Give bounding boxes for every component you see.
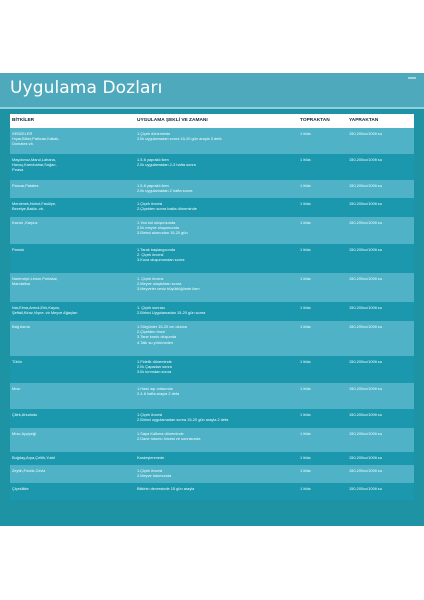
row-soil: 1 lt/da — [300, 276, 311, 281]
table-row — [10, 302, 414, 321]
row-plants: Mısır — [12, 386, 21, 391]
row-leaf: 150-200cc/100lt su — [349, 276, 382, 281]
row-leaf: 150-200cc/100lt su — [349, 131, 382, 136]
table-row — [10, 273, 414, 302]
row-soil: 1 lt/da — [300, 486, 311, 491]
row-plants: Pamuk — [12, 247, 25, 252]
row-plants: Bağ Asma — [12, 324, 30, 329]
row-plants: Mısır,Ayçiçeği — [12, 431, 36, 436]
row-soil: 1 lt/da — [300, 201, 311, 206]
row-plants: Mercimek,Nohut,Fasülye, Bezelye,Bakla..vb. — [12, 201, 57, 212]
table-row — [10, 321, 414, 356]
table-row — [10, 128, 414, 154]
row-plants: Zeytin,Fındık,Ceviz — [12, 468, 46, 473]
row-plants: Çilek,Ahududu — [12, 412, 38, 417]
row-method: 1.Sürgünler 15-20 cm olunca 2.Çiçekten önce 3.Tane koruk oluşunda 4.Tatlı su yürümeden — [137, 324, 187, 345]
row-plants: Kavun ,Karpuz — [12, 220, 38, 225]
row-soil: 1 lt/da — [300, 431, 311, 436]
header-soil: TOPRAKTAN — [300, 118, 330, 123]
table-row — [10, 383, 414, 409]
header-plants: BİTKİLER — [12, 118, 35, 123]
header-method: UYGULAMA ŞEKLİ VE ZAMANI — [137, 118, 208, 123]
table-row — [10, 217, 414, 244]
table-row — [10, 356, 414, 383]
row-leaf: 150-200cc/100lt su — [349, 220, 382, 225]
row-soil: 1 lt/da — [300, 455, 311, 460]
row-method: 1.5-6 yapraklı iken 2.İlk uygulamadan 2-3 hafta sonra — [137, 157, 196, 168]
table-row — [10, 244, 414, 273]
row-plants: Tütün — [12, 359, 22, 364]
row-soil: 1 lt/da — [300, 157, 311, 162]
row-plants: Çiçeklikte — [12, 486, 29, 491]
row-method: 1.Çiçek öncesi 2.Birinci uygulamadan sonra 15-20 gün arayla 2 defa — [137, 412, 229, 423]
row-leaf: 150-200cc/100lt su — [349, 324, 382, 329]
row-method: 1.Çiçek öncesi 2.Meyve tutumunda — [137, 468, 172, 479]
row-leaf: 150-200cc/100lt su — [349, 247, 382, 252]
dose-table — [10, 114, 414, 500]
row-leaf: 150-200cc/100lt su — [349, 486, 382, 491]
table-row — [10, 154, 414, 180]
row-leaf: 150-200cc/100lt su — [349, 386, 382, 391]
row-method: Kardeşlenmede — [137, 455, 165, 460]
row-method: 1.Sapa Kalkma döneminde 2.Dane tutumu öncesi ve sonrasında — [137, 431, 201, 442]
row-leaf: 150-200cc/100lt su — [349, 431, 382, 436]
collapse-icon[interactable] — [408, 75, 416, 81]
row-method: 1. Çiçek öncesi 2.Meyve oluştuktan sonra 3.Meyveler ceviz büyüklüğünde iken — [137, 276, 200, 292]
table-row — [10, 465, 414, 483]
panel-title: Uygulama Dozları — [10, 78, 163, 98]
row-soil: 1 lt/da — [300, 131, 311, 136]
row-leaf: 150-200cc/100lt su — [349, 183, 382, 188]
row-method: 1.Yan kol oluşumunda 2.İlk meyve oluşumunda 3.Birinci alımından 15-20 gün — [137, 220, 188, 236]
header-underline — [0, 107, 424, 109]
row-plants: Pancar,Patates — [12, 183, 39, 188]
table-row — [10, 428, 414, 452]
row-plants: Nar,Elma,Armut,Erik,Kayısı, Şeftali,Kiraz,Vişne..vb Meyve Ağaçları — [12, 305, 78, 316]
row-plants: Maydonoz,Marul,Lahana, Havuç,Karnıbahar,Soğan, Pırasa — [12, 157, 57, 173]
row-leaf: 150-200cc/100lt su — [349, 412, 382, 417]
row-plants: Narenciye,Limon,Portakal, Mandalina — [12, 276, 58, 287]
row-soil: 1 lt/da — [300, 359, 311, 364]
table-row — [10, 483, 414, 500]
table-header — [10, 114, 414, 128]
panel-header — [0, 73, 424, 107]
header-leaf: YAPRAKTAN — [349, 118, 379, 123]
row-soil: 1 lt/da — [300, 183, 311, 188]
row-soil: 1 lt/da — [300, 305, 311, 310]
row-plants: SEBZELER Hıyar,Biber,Patlıcan,Kabak, Domates vb. — [12, 131, 60, 147]
row-plants: Buğday,Arpa,Çeltik,Yulaf — [12, 455, 55, 460]
row-method: 1.Tarak başlangıcında 2. Çiçek öncesi 3.Koza oluşumundan sonra — [137, 247, 185, 263]
row-method: Bitkinin devresinde 15 gün arayla — [137, 486, 195, 491]
row-soil: 1 lt/da — [300, 412, 311, 417]
row-method: 1.Hasıl aşı ortasında 2.4-6 hafta arayla 2 defa — [137, 386, 180, 397]
row-leaf: 150-200cc/100lt su — [349, 305, 382, 310]
table-row — [10, 198, 414, 217]
row-method: 1.Çiçek döneminde 2.İlk uygulamadan sonra 15-20 gün arayla 3 defa — [137, 131, 222, 142]
row-leaf: 150-200cc/100lt su — [349, 201, 382, 206]
row-soil: 1 lt/da — [300, 386, 311, 391]
row-leaf: 150-200cc/100lt su — [349, 359, 382, 364]
row-method: 1.Çiçek öncesi 2.Çiçekten sonra bakla döneminde — [137, 201, 197, 212]
row-soil: 1 lt/da — [300, 247, 311, 252]
row-method: 1.Fidelik döneminde 2.İlk Çapadan sonra 3.İlk kırımdan sonra — [137, 359, 172, 375]
table-row — [10, 180, 414, 198]
dose-panel — [0, 73, 424, 526]
table-row — [10, 409, 414, 428]
row-leaf: 150-200cc/100lt su — [349, 468, 382, 473]
row-leaf: 150-200cc/100lt su — [349, 157, 382, 162]
table-body — [10, 128, 414, 500]
row-leaf: 150-200cc/100lt su — [349, 455, 382, 460]
row-soil: 1 lt/da — [300, 468, 311, 473]
table-row — [10, 452, 414, 465]
row-method: 1.5-6 yapraklı iken 2.İlk uygulamadan 2 hafta sonra — [137, 183, 193, 194]
row-method: 1. Çiçek sonrası 2.Birinci Uygulamadan 15-20 gün sonra — [137, 305, 206, 316]
row-soil: 1 lt/da — [300, 220, 311, 225]
row-soil: 1 lt/da — [300, 324, 311, 329]
